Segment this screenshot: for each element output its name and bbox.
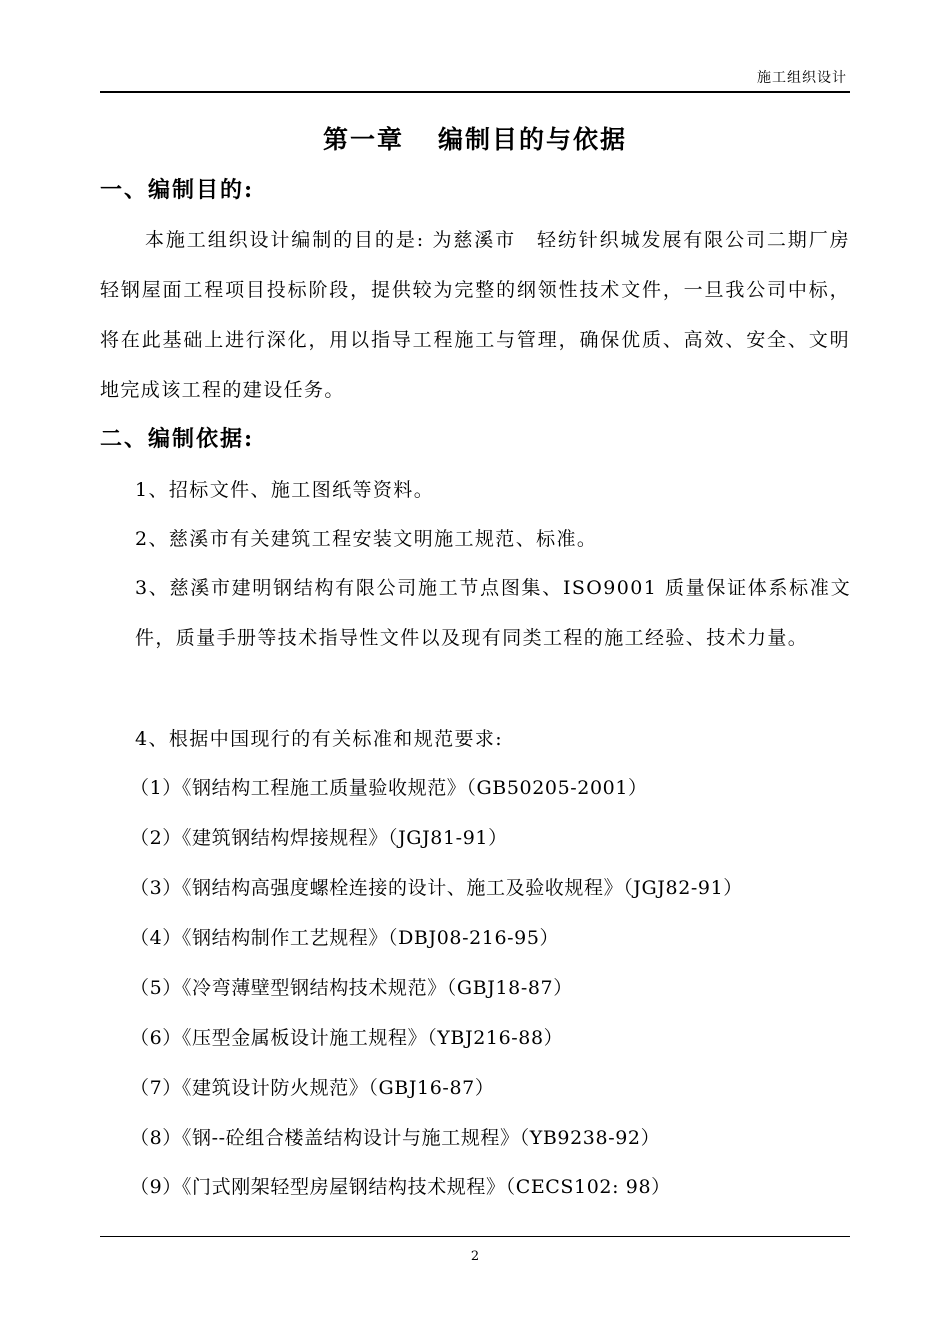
section-heading-basis: 二、编制依据: bbox=[100, 426, 255, 452]
standard-item: （8）《钢--砼组合楼盖结构设计与施工规程》（YB9238-92） bbox=[130, 1127, 661, 1149]
standard-item: （3）《钢结构高强度螺栓连接的设计、施工及验收规程》（JGJ82-91） bbox=[130, 877, 743, 899]
page-number: 2 bbox=[470, 1249, 480, 1264]
standard-item: （6）《压型金属板设计施工规程》（YBJ216-88） bbox=[130, 1027, 564, 1049]
standard-item: （7）《建筑设计防火规范》（GBJ16-87） bbox=[130, 1077, 495, 1099]
running-header: 施工组织设计 bbox=[757, 70, 847, 86]
section-heading-purpose: 一、编制目的: bbox=[100, 177, 255, 203]
standard-item: （4）《钢结构制作工艺规程》（DBJ08-216-95） bbox=[130, 927, 560, 949]
basis-item: 1、招标文件、施工图纸等资料。 bbox=[135, 479, 435, 501]
basis-item: 2、慈溪市有关建筑工程安装文明施工规范、标准。 bbox=[135, 528, 598, 550]
basis-item: 4、根据中国现行的有关标准和规范要求: bbox=[135, 728, 504, 750]
chapter-title bbox=[100, 120, 850, 160]
basis-item: 3、慈溪市建明钢结构有限公司施工节点图集、ISO9001 质量保证体系标准文件，质量手册等技术指导性文件以及现有同类工程的施工经验、技术力量。 bbox=[135, 577, 851, 649]
standard-item: （1）《钢结构工程施工质量验收规范》（GB50205-2001） bbox=[130, 777, 648, 799]
header-rule bbox=[100, 91, 850, 93]
standard-item: （2）《建筑钢结构焊接规程》（JGJ81-91） bbox=[130, 827, 508, 849]
standard-item: （5）《冷弯薄壁型钢结构技术规范》（GBJ18-87） bbox=[130, 977, 573, 999]
chapter-number: 第一章 bbox=[322, 125, 404, 154]
chapter-heading: 编制目的与依据 bbox=[438, 125, 628, 154]
footer-rule bbox=[100, 1236, 850, 1237]
purpose-paragraph: 本施工组织设计编制的目的是: 为慈溪市 轻纺针织城发展有限公司二期厂房轻钢屋面工程项目投标阶段，提供较为完整的纲领性技术文件，一旦我公司中标，将在此基础上进行深化，用以指导工程施工与管理，确保优质、高效、安全、文明地完成该工程的建设任务。 bbox=[100, 229, 850, 401]
standard-item: （9）《门式刚架轻型房屋钢结构技术规程》（CECS102: 98） bbox=[130, 1176, 671, 1198]
